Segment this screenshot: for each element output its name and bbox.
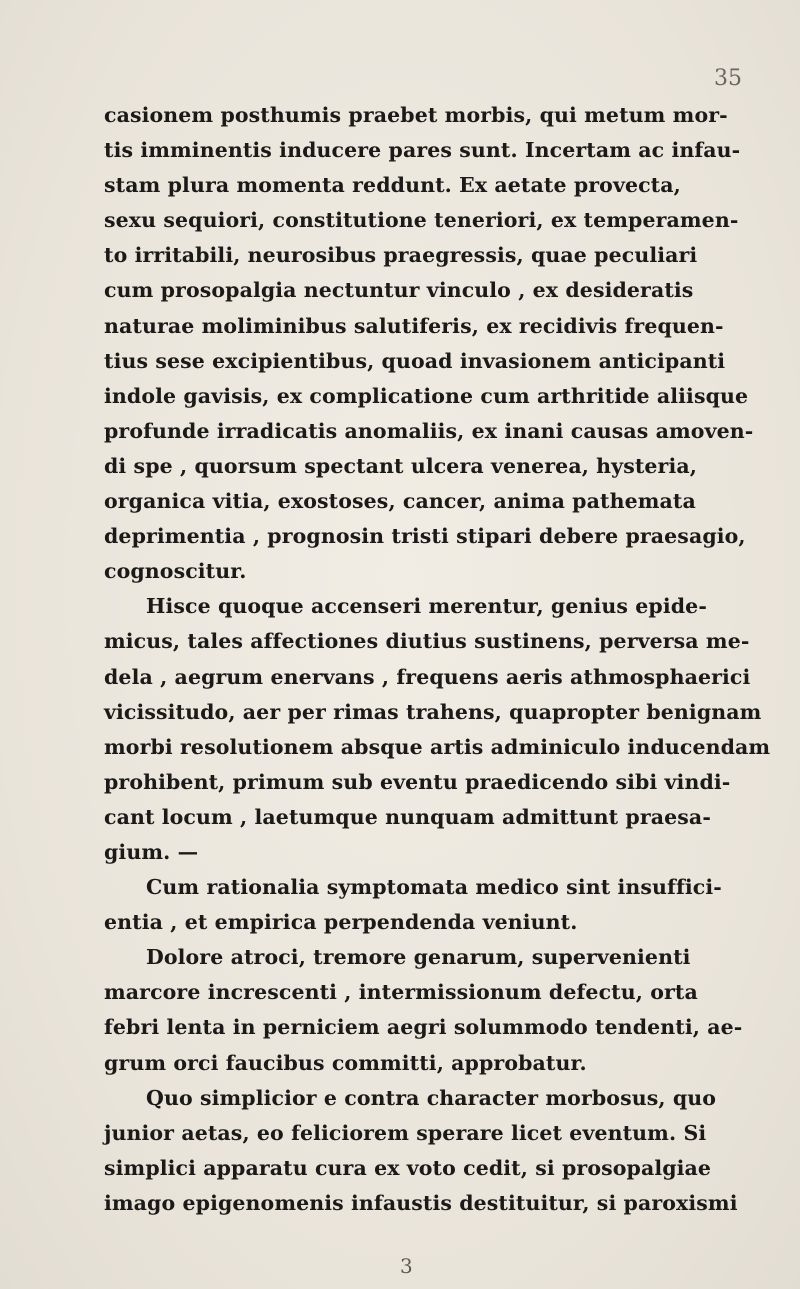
text-line: vicissitudo, aer per rimas trahens, quapropter benignam	[104, 699, 762, 724]
text-line: simplici apparatu cura ex voto cedit, si prosopalgiae	[104, 1155, 712, 1180]
text-line: cant locum , laetumque nunquam admittunt praesa-	[104, 804, 711, 829]
text-line: imago epigenomenis infaustis destituitur, si paroxismi	[104, 1190, 738, 1215]
signature-mark: 3	[400, 1254, 413, 1278]
text-line: junior aetas, eo feliciorem sperare licet eventum. Si	[104, 1120, 707, 1145]
text-line: tius sese excipientibus, quoad invasionem anticipanti	[104, 348, 726, 373]
paragraph-start-line: Quo simplicior e contra character morbosus, quo	[146, 1085, 717, 1110]
text-line: micus, tales affectiones diutius sustinens, perversa me-	[104, 629, 750, 654]
text-line: to irritabili, neurosibus praegressis, quae peculiari	[104, 243, 698, 268]
text-line: stam plura momenta reddunt. Ex aetate provecta,	[104, 173, 681, 198]
text-line: organica vitia, exostoses, cancer, anima pathemata	[104, 489, 696, 514]
paragraph-start-line: Cum rationalia symptomata medico sint insuffici-	[146, 875, 722, 900]
text-line: marcore increscenti , intermissionum defectu, orta	[104, 980, 698, 1005]
text-line: indole gavisis, ex complicatione cum arthritide aliisque	[104, 383, 749, 408]
text-line: di spe , quorsum spectant ulcera venerea, hysteria,	[104, 453, 697, 478]
page-number: 35	[714, 66, 742, 91]
paragraph-start-line: Hisce quoque accenseri merentur, genius epide-	[146, 594, 707, 619]
text-line: cum prosopalgia nectuntur vinculo , ex desideratis	[104, 278, 694, 303]
text-line: dela , aegrum enervans , frequens aeris athmosphaerici	[104, 664, 751, 689]
paragraph-start-line: Dolore atroci, tremore genarum, supervenienti	[146, 945, 691, 970]
text-line: febri lenta in perniciem aegri solummodo tendenti, ae-	[104, 1015, 743, 1040]
text-line: casionem posthumis praebet morbis, qui metum mor-	[104, 103, 728, 127]
text-line: naturae moliminibus salutiferis, ex recidivis frequen-	[104, 313, 724, 338]
text-line: sexu sequiori, constitutione teneriori, ex temperamen-	[104, 208, 739, 233]
text-line: entia , et empirica perpendenda veniunt.	[104, 910, 578, 935]
text-line: profunde irradicatis anomaliis, ex inani causas amoven-	[104, 418, 754, 443]
body-text	[104, 98, 771, 1221]
text-line: deprimentia , prognosin tristi stipari debere praesagio,	[104, 524, 746, 549]
text-line: grum orci faucibus committi, approbatur.	[104, 1050, 587, 1075]
text-line: gium. —	[104, 839, 199, 864]
text-line: tis imminentis inducere pares sunt. Incertam ac infau-	[104, 138, 741, 163]
text-line: cognoscitur.	[104, 559, 247, 584]
text-line: prohibent, primum sub eventu praedicendo sibi vindi-	[104, 769, 731, 794]
text-line: morbi resolutionem absque artis adminiculo inducendam	[104, 734, 771, 759]
